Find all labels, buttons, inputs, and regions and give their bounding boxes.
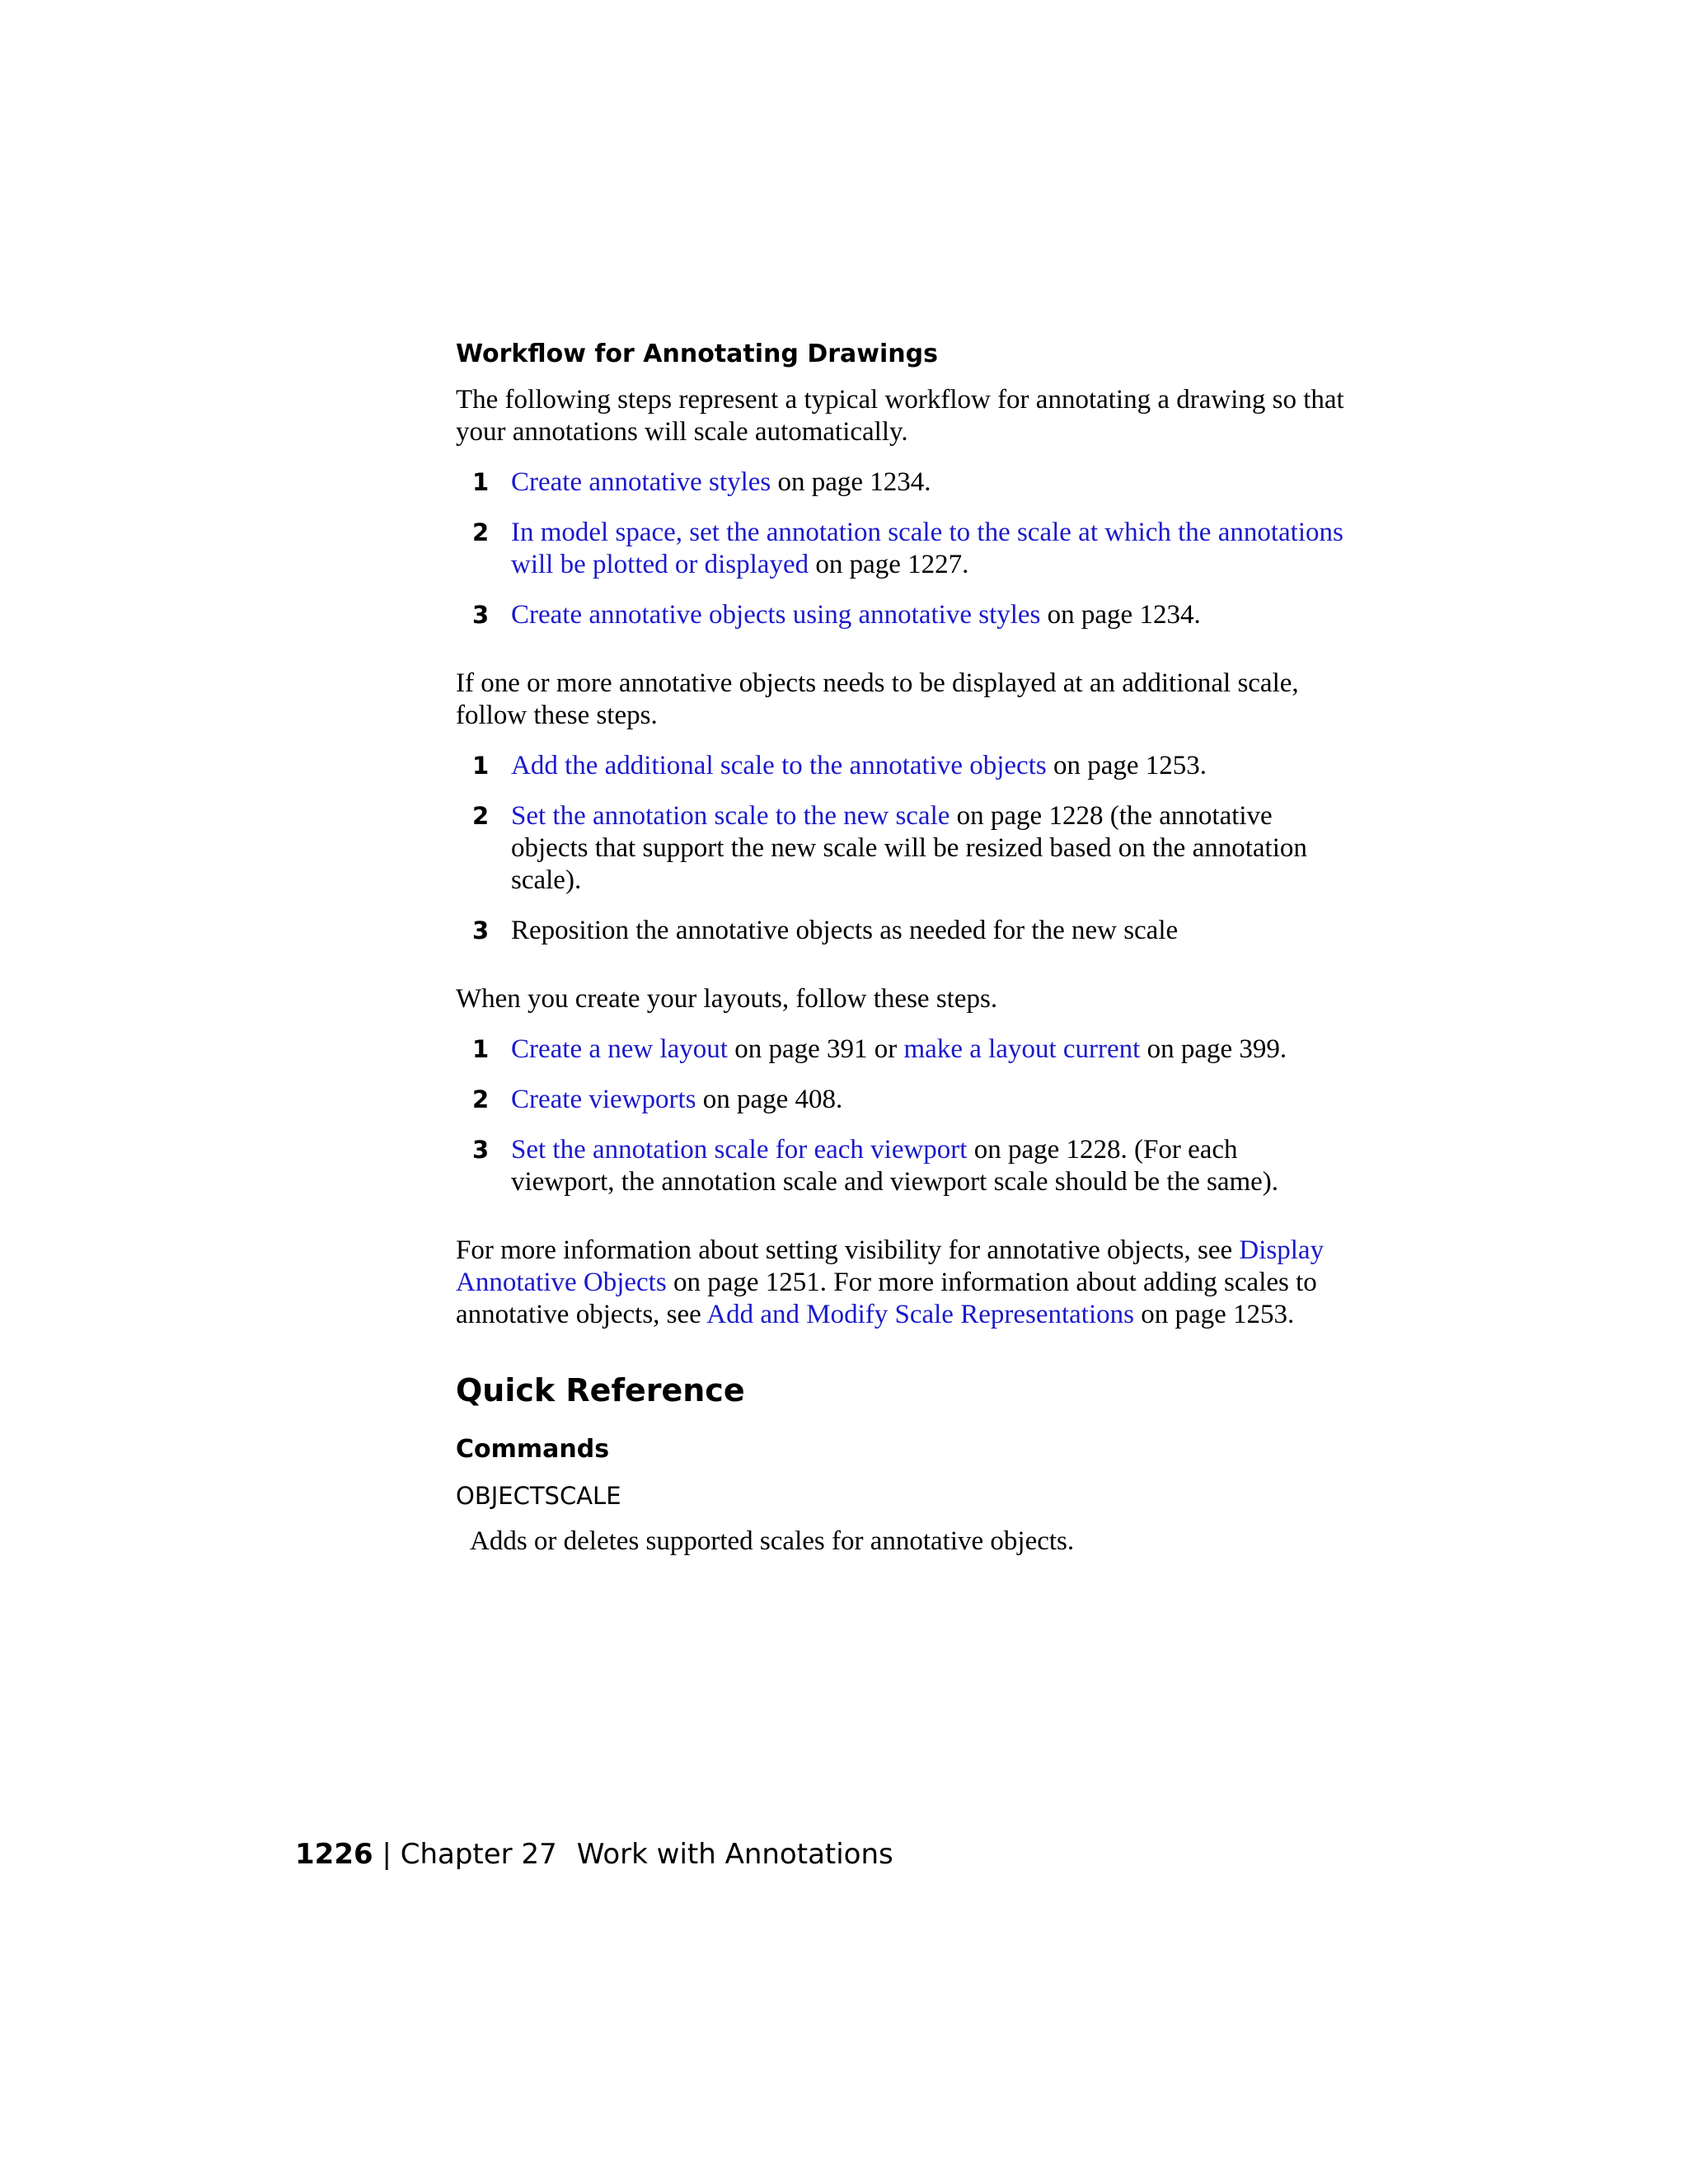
step-text [511,466,1346,499]
layouts-steps [456,1033,1346,1198]
workflow-heading: Workflow for Annotating Drawings [456,340,938,368]
workflow-step-3 [456,599,1346,631]
link-set-annotation-scale-model-space[interactable]: In model space, set the annotation scale to the scale at which the annotations will be plotted or displayed [511,518,1343,579]
quick-reference-heading: Quick Reference [456,1372,745,1408]
step-page-ref: on page 1228 (the annotative objects that support the new scale will be resized based on the annotation scale). [511,801,1307,895]
link-display-annotative-objects[interactable]: Display Annotative Objects [456,1235,1325,1297]
command-description: Adds or deletes supported scales for annotative objects. [470,1526,1075,1556]
step-number: 1 [472,1035,490,1063]
additional-step-2 [456,800,1346,897]
more-info-text: on page 1251. For more information about adding scales to annotative objects, see [456,1268,1317,1329]
step-page-ref: on page 1234. [771,467,931,497]
step-number: 3 [472,601,490,629]
step-page-ref: on page 399. [1140,1034,1287,1064]
step-page-ref: on page 391 or [727,1034,904,1064]
step-text [511,1134,1346,1198]
step-number: 1 [472,752,490,780]
additional-intro: If one or more annotative objects needs to be displayed at an additional scale, follow these steps. [456,668,1299,730]
layouts-intro: When you create your layouts, follow these steps. [456,984,998,1014]
step-number: 2 [472,802,490,830]
command-name: OBJECTSCALE [456,1482,621,1510]
workflow-step-2 [456,517,1346,581]
layouts-step-1 [456,1033,1346,1066]
page-footer [295,1836,893,1872]
step-text [511,517,1346,581]
footer-chapter-title: Work with Annotations [576,1838,893,1871]
link-set-annotation-scale-new[interactable]: Set the annotation scale to the new scale [511,801,950,831]
step-text [511,1084,1346,1116]
footer-chapter: Chapter 27 [400,1838,557,1871]
more-info-paragraph [456,1235,1346,1331]
layouts-step-3 [456,1134,1346,1198]
step-text [511,800,1346,897]
link-add-modify-scale-representations[interactable]: Add and Modify Scale Representations [706,1300,1134,1329]
step-page-ref: on page 1228. (For each viewport, the annotation scale and viewport scale should be the same). [511,1135,1279,1197]
step-text [511,1033,1346,1066]
step-page-ref: on page 1253. [1046,751,1207,780]
step-number: 1 [472,468,490,496]
step-text: Reposition the annotative objects as needed for the new scale [511,916,1179,945]
step-number: 3 [472,916,490,944]
link-set-annotation-scale-viewport[interactable]: Set the annotation scale for each viewport [511,1135,968,1165]
layouts-step-2 [456,1084,1346,1116]
footer-separator: | [373,1838,401,1871]
link-add-additional-scale[interactable]: Add the additional scale to the annotative objects [511,751,1047,780]
additional-steps [456,750,1346,947]
step-number: 3 [472,1136,490,1164]
page-content [456,338,1346,1558]
more-info-text: For more information about setting visibility for annotative objects, see [456,1235,1240,1265]
step-text [511,599,1346,631]
step-page-ref: on page 1234. [1040,600,1201,630]
workflow-intro: The following steps represent a typical workflow for annotating a drawing so that your annotations will scale automatically. [456,385,1344,447]
additional-step-3 [456,915,1346,947]
more-info-text: on page 1253. [1133,1300,1295,1329]
link-create-viewports[interactable]: Create viewports [511,1085,696,1114]
step-page-ref: on page 408. [696,1085,843,1114]
workflow-step-1 [456,466,1346,499]
step-number: 2 [472,1085,490,1113]
link-make-layout-current[interactable]: make a layout current [903,1034,1141,1064]
additional-step-1 [456,750,1346,782]
step-number: 2 [472,518,490,546]
link-create-new-layout[interactable]: Create a new layout [511,1034,728,1064]
page-number: 1226 [295,1838,373,1871]
link-create-annotative-styles[interactable]: Create annotative styles [511,467,771,497]
commands-heading: Commands [456,1435,610,1464]
workflow-steps [456,466,1346,631]
step-page-ref: on page 1227. [809,550,969,579]
link-create-annotative-objects[interactable]: Create annotative objects using annotative styles [511,600,1041,630]
step-text [511,750,1346,782]
